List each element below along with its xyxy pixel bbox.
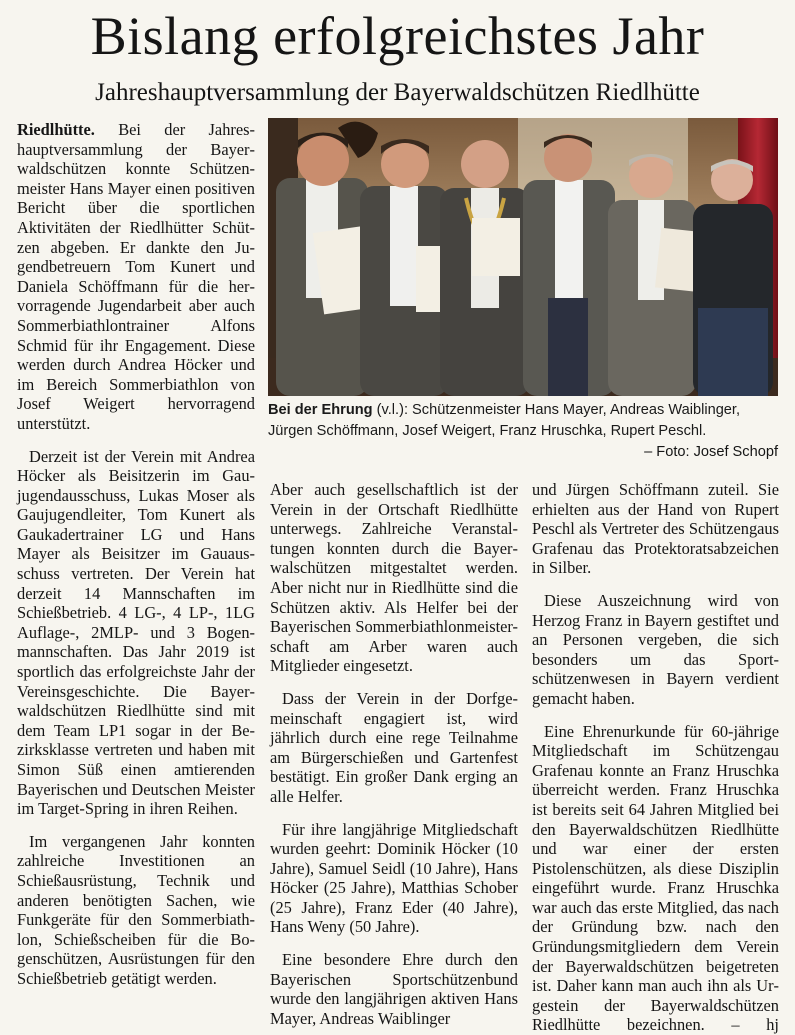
paragraph: und Jürgen Schöffmann zuteil. Sie erhielten aus der Hand von Rupert Peschl als Vertreter des Schützengaus Grafenau das Protektoratsabzeichen in Silber. bbox=[532, 480, 779, 578]
paragraph: Für ihre langjährige Mitgliedschaft wurden geehrt: Dominik Höcker (10 Jahre), Samuel Seidl (10 Jahre), Hans Höcker (25 Jahre), Matthias Schober (25 Jahre), Franz Eder (40 Jahre), Hans Weny (50 Jahre). bbox=[270, 819, 518, 937]
photo-caption bbox=[268, 400, 780, 442]
article-column-3 bbox=[532, 480, 779, 1035]
paragraph: Derzeit ist der Verein mit Andrea Höcker als Beisitzerin im Gaujugendausschuss, Lukas Moser als Gaujugendleiter, Tom Kunert als Gaukadertrainer LG und Hans Mayer als Beisitzer im Gauausschuss vertreten. Der Verein hat derzeit 14 Mannschaften im Schießbetrieb. 4 LG-, 4 LP-, 1LG Auflage-, 2MLP- und 3 Bogenmannschaften. Das Jahr 2019 ist sportlich das erfolgreichste Jahr der Vereinsgeschichte. Die Bayerwaldschützen Riedlhütte sind mit dem Team LP1 sogar in der Bezirksklasse vertreten und haben mit Simon Süß einen amtierenden Bayerischen und Deutschen Meister im Target-Spring in ihren Reihen. bbox=[17, 446, 255, 819]
dateline: Riedlhütte. bbox=[17, 120, 95, 139]
paragraph: Eine Ehrenurkunde für 60-jährige Mitgliedschaft im Schützengau Grafenau konnte an Franz Hruschka überreicht werden. Franz Hruschka ist bereits seit 64 Jahren Mitglied bei den Bayerwaldschützen Riedlhütte und war einer der ersten Pistolenschützen, als diese Disziplin eingeführt wurde. Franz Hruschka war auch das erste Mitglied, das nach der Gründung bzw. nach den Gründungsmitgliedern dem Verein der Bayerwaldschützen beigetreten ist. Daher kann man auch ihn als Urgestein der Bayerwaldschützen Riedlhütte bezeichnen. – hj bbox=[532, 721, 779, 1035]
paragraph-text: Bei der Jahreshauptversammlung der Bayerwaldschützen konnte Schützenmeister Hans Mayer einen positiven Bericht über die sportlichen Aktivitäten der Riedlhütter Schützen abgeben. Er dankte den Jugendbetreuern Tom Kunert und Daniela Schöffmann für die hervorragende Jugendarbeit aber auch Sommerbiathlontrainer Alfons Schmid für ihr Engagement. Diese werden durch Andrea Höcker und im Bereich Sommerbiathlon von Josef Weigert hervorragend unterstützt. bbox=[17, 120, 255, 433]
paragraph bbox=[17, 120, 255, 434]
group-photo bbox=[268, 118, 778, 396]
subheadline: Jahreshauptversammlung der Bayerwaldschützen Riedlhütte bbox=[95, 79, 700, 106]
headline: Bislang erfolgreichstes Jahr bbox=[90, 6, 705, 66]
paragraph: Aber auch gesellschaftlich ist der Verein in der Ortschaft Riedlhütte unterwegs. Zahlreiche Veranstaltungen konnten durch die Bayerwalschützen mitgestaltet werden. Aber nicht nur in Riedlhütte sind die Schützen aktiv. Als Helfer bei der Bayerischen Sommerbiathlonmeister-schaft am Arber waren auch Mitglieder eingesetzt. bbox=[270, 480, 518, 676]
paragraph: Eine besondere Ehre durch den Bayerischen Sportschützenbund wurde den langjährigen aktiven Hans Mayer, Andreas Waiblinger bbox=[270, 950, 518, 1028]
group-photo-image bbox=[268, 118, 778, 396]
caption-text: (v.l.): Schützenmeister Hans Mayer, Andreas Waiblinger, Jürgen Schöffmann, Josef Weigert, Franz Hruschka, Rupert Peschl. bbox=[268, 402, 741, 439]
article-column-2 bbox=[270, 480, 518, 1028]
article-column-1 bbox=[17, 120, 255, 989]
paragraph: Diese Auszeichnung wird von Herzog Franz in Bayern gestiftet und an Personen vergeben, die sich besonders um das Sportschützenwesen in Bayern verdient gemacht haben. bbox=[532, 590, 779, 708]
paragraph: Im vergangenen Jahr konnten zahlreiche Investitionen an Schießausrüstung, Technik und anderen benötigten Sachen, wie Funkgeräte für den Sommerbiathlon, Schießscheiben für die Bogenschützen, Ausrüstungen für den Schießbetrieb getätigt werden. bbox=[17, 831, 255, 988]
photo-credit: – Foto: Josef Schopf bbox=[644, 444, 778, 460]
paragraph: Dass der Verein in der Dorfgemeinschaft engagiert ist, wird jährlich durch eine rege Teilnahme am Bürgerschießen und Gartenfest bestätigt. Ein großer Dank erging an alle Helfer. bbox=[270, 688, 518, 806]
caption-lead: Bei der Ehrung bbox=[268, 402, 373, 418]
